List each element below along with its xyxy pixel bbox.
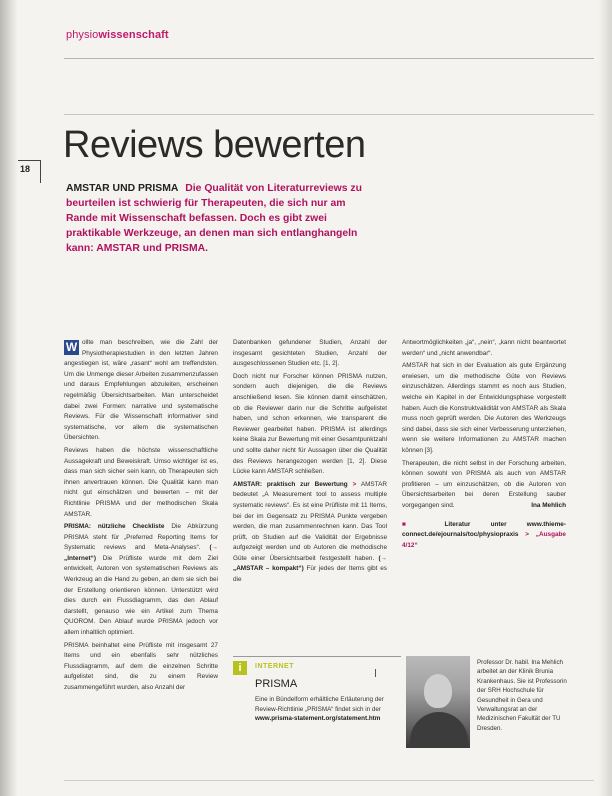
issue-link[interactable]: > „Ausgabe 4/12“ [402,531,566,549]
prisma-url-link[interactable]: www.prisma-statement.org/statement.htm [255,715,381,723]
author-signature: Ina Mehlich [531,501,566,509]
paragraph [64,338,218,444]
paragraph: AMSTAR hat sich in der Evaluation als gute Ergänzung erwiesen, um die methodische Güte von Reviews einzuschätzen. Allerdings stammt es noch aus Studien, welche ein Kapitel in der Entwicklungsphase vorgestellt haben. Auch die Konstruktvalidität von AMSTAR als Skala muss noch geprüft werden. Die Autoren des Werkzeugs sind dabei, dass sie sich einer Verbesserung unterziehen, wenn sie weitere Informationen zu AMSTAR machen können [3]. [402,362,566,454]
box-title: PRISMA [255,678,298,690]
page-edge-shadow [598,0,612,796]
box-tag: INTERNET [255,663,294,670]
text-column-1 [64,338,218,696]
section-prefix: physio [66,29,99,41]
box-text: Eine in Bündelform erhältliche Erläuterung der Review-Richtlinie „PRISMA“ findet sich in der www.prisma-statement.org/statement.htm [255,696,384,723]
paragraph-text: Die Abkürzung PRISMA steht für „Preferred Reporting Items for Systematic reviews and Meta-Analyses“. [64,523,218,552]
title-rule [64,114,594,115]
paragraph [64,522,218,639]
page-fold-shadow [0,0,18,796]
footer-rule [64,780,594,781]
subheading: AMSTAR: praktisch zur Bewertung [233,480,348,488]
divider [375,669,376,677]
article-kicker: AMSTAR UND PRISMA [66,183,179,194]
article-lead [66,181,376,256]
square-bullet-icon: ■ [402,520,425,528]
portrait-head [424,674,452,708]
info-icon: i [233,661,247,675]
dropcap: W [65,340,78,354]
cross-reference: (→ „AMSTAR – kompakt“) [233,554,388,573]
paragraph-text: AMSTAR bedeutet „A Measurement tool to assess multiple systematic reviews“. Es ist eine Prüfliste mit 11 Items, bei der im Gegensatz zu PRISMA Punkte vergeben werden, die man zusammenrechnen kann. Das Tool prüft, ob Studien auf die Validität der Ergebnisse aufgezeigt werden und ob Autoren die methodische Güte einer Übersichtsarbeit festgestellt haben. [233,480,387,562]
header-rule [64,58,594,59]
subheading: PRISMA: nützliche Checkliste [64,523,165,531]
paragraph-text: Therapeuten, die nicht selbst in der Forschung arbeiten, können sowohl von PRISMA als auch von AMSTAR profitieren – um einzuschätzen, ob die Autoren von Übersichtsarbeiten bei deren Erstellung sauber vorgegangen sind. [402,459,566,509]
literature-link[interactable]: Literatur unter www.thieme-connect.de/ejournals/toc/physiopraxis [402,520,566,539]
author-photo [406,656,470,748]
text-column-3 [402,338,566,553]
section-label [66,29,169,41]
paragraph-text: Für jedes der Items gibt es die [233,565,388,584]
portrait-shoulders [410,712,468,748]
author-bio: Professor Dr. habil. Ina Mehlich arbeitet an der Klinik Brunia Krankenhaus. Sie ist Professorin der SRH Hochschule für Gesundheit in Gera und Verwaltungsrat an der Medizinischen Fakultät der TU Dresden. [477,659,567,732]
paragraph: Datenbanken gefundener Studien, Anzahl der insgesamt gesichteten Studien, Anzahl der ausgeschlossenen Studien etc. [1, 2]. [233,339,387,368]
paragraph: Reviews haben die höchste wissenschaftliche Aussagekraft und Beweiskraft. Umso wichtiger ist es, dass man sich sicher sein kann, ob Therapeuten sich ihnen anvertrauen können. Die Qualität kann man nicht gut einschätzen und bewerten – mit der Richtlinie PRISMA und der methodischen Skala AMSTAR. [64,446,218,518]
cross-reference: (→ „Internet“) [64,544,218,562]
paragraph-text: ollte man beschreiben, wie die Zahl der Physiotherapiestudien in den letzten Jahren angestiegen ist, wäre „rasant“ wohl am treffendsten. Um die Unmenge dieser Arbeiten zusammenzufassen und daraus Empfehlungen abzuleiten, erscheinen regelmäßig Übersichtsarbeiten. Man unterscheidet dabei zwei Formen: narrative und systematische Reviews. Für die Wissenschaft informativer sind systematische, vor allem die systematischen Übersichten. [64,339,218,442]
article-title: Reviews bewerten [63,124,366,166]
paragraph: AMSTAR: praktisch zur Bewertung > AMSTAR bedeutet „A Measurement tool to assess multiple systematic reviews“. Es ist eine Prüfliste mit 11 Items, bei der im Gegensatz zu PRISMA Punkte vergeben werden, die man zusammenrechnen kann. Das Tool prüft, ob Studien auf die Validität der Ergebnisse aufgezeigt werden und ob Autoren die methodische Güte einer Übersichtsarbeit festgestellt haben. (→ „AMSTAR – kompakt“) Für jedes der Items gibt es die [233,480,388,584]
lead-text: Die Qualität von Literaturreviews zu beurteilen ist schwierig für Therapeuten, die sich nur am Rande mit Wissenschaft befassen. Doch es gibt zwei praktikable Werkzeuge, an denen man sich entlanghangeln kann: AMSTAR und PRISMA. [66,183,362,254]
paragraph: Antwortmöglichkeiten „ja“, „nein“, „kann nicht beantwortet werden“ und „nicht anwendbar“. [402,339,566,357]
text-column-2 [233,338,387,588]
page-number: 18 [20,164,31,174]
literature-reference[interactable] [402,520,566,552]
paragraph: Doch nicht nur Forscher können PRISMA nutzen, sondern auch diejenigen, die die Reviews anschließend lesen. Sie können damit einschätzen, ob die Reviewer darin nur die Schritte aufgelistet haben, und schon erkennen, wie transparent die Reviewer gearbeitet haben. PRISMA ist allerdings keine Skala zur Bewertung mit einer Gesamtpunktzahl und sollte daher nicht für Aussagen über die Qualität des Reviews herangezogen werden [1, 2]. Diese Lücke kann AMSTAR schließen. [233,372,387,476]
paragraph: PRISMA beinhaltet eine Prüfliste mit insgesamt 27 Items und ein ebenfalls sehr nützliches Flussdiagramm, auf dem die einzelnen Schritte aufgelistet sind, die zu einem Review zusammengeführt wurden, also Anzahl der [64,641,218,691]
paragraph-text: Die Prüfliste wurde mit dem Ziel entwickelt, Autoren von systematischen Reviews als Werkzeug an die Hand zu geben, an dem sie sich bei der Erstellung orientieren können. Unterstützt wird dies durch ein Flussdiagramm, das den Ablauf darstellt, genauso wie ein Artikel zum Thema QUOROM. Den Ablauf wurde PRISMA jedoch vor allem inhaltlich optimiert. [64,554,218,637]
paragraph [402,459,566,512]
section-main: wissenschaft [98,29,169,41]
internet-box [233,656,401,742]
